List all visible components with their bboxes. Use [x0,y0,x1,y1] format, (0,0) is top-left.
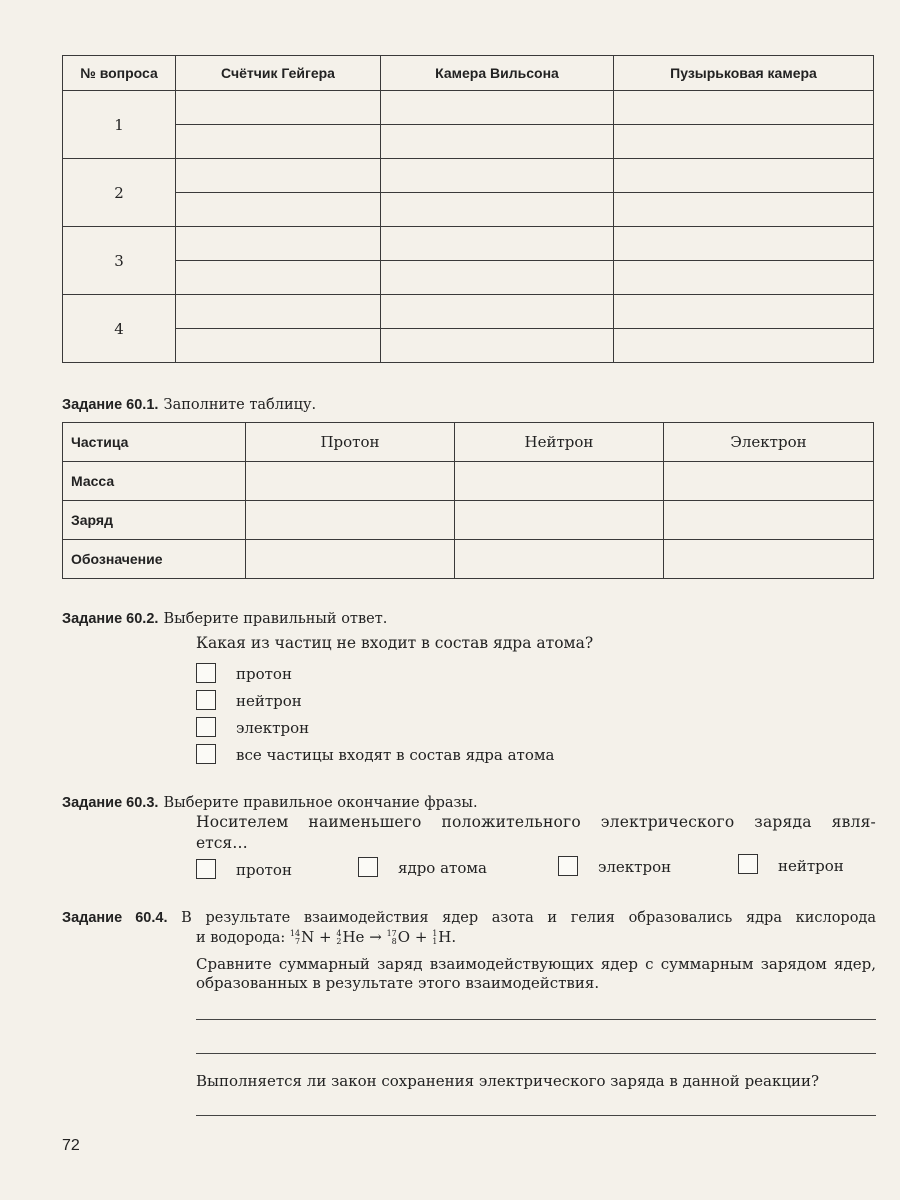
task-60-3-heading: Задание 60.3. Выберите правильное окончание фразы. [62,795,478,811]
header-wilson: Камера Вильсона [381,56,614,91]
option-label: все частицы входят в состав ядра атома [236,746,555,764]
answer-cell[interactable] [455,462,664,501]
answer-cell[interactable] [455,501,664,540]
header-question-number: № вопроса [63,56,176,91]
page-number: 72 [62,1137,80,1154]
answer-cell[interactable] [246,540,455,579]
row-label-symbol: Обозначение [63,540,246,579]
option-label: нейтрон [778,857,844,875]
answer-cell[interactable] [381,159,614,193]
answer-cell[interactable] [381,329,614,363]
answer-cell[interactable] [246,462,455,501]
answer-cell[interactable] [664,540,874,579]
task-60-3-statement-line2: ется… [196,834,248,852]
answer-cell[interactable] [381,295,614,329]
checkbox-neutron[interactable] [196,690,216,710]
task-60-3-statement-line1: Носителем наименьшего положительного электрического заряда явля- [196,813,876,831]
checkbox-neutron[interactable] [738,854,758,874]
option-label: нейтрон [236,692,302,710]
answer-cell[interactable] [176,261,381,295]
answer-cell[interactable] [614,295,874,329]
question-number: 2 [63,159,176,227]
checkbox-nucleus[interactable] [358,857,378,877]
option-label: протон [236,665,292,683]
row-label-charge: Заряд [63,501,246,540]
checkbox-all-particles[interactable] [196,744,216,764]
header-proton: Протон [246,423,455,462]
task-60-4-question2: Выполняется ли закон сохранения электрического заряда в данной реакции? [196,1072,820,1090]
answer-cell[interactable] [614,261,874,295]
question-number: 1 [63,91,176,159]
nuclear-reaction-equation: 14 7 N + 4 2 He → 17 8 O + 1 1 H. [289,928,457,946]
answer-cell[interactable] [176,329,381,363]
answer-cell[interactable] [176,91,381,125]
task-60-2-question: Какая из частиц не входит в состав ядра атома? [196,634,594,652]
answer-cell[interactable] [176,159,381,193]
checkbox-electron[interactable] [196,717,216,737]
answer-cell[interactable] [176,125,381,159]
answer-line[interactable] [196,1019,876,1020]
task-60-4-question1-line2: образованных в результате этого взаимодействия. [196,974,600,992]
answer-cell[interactable] [614,159,874,193]
answer-cell[interactable] [664,501,874,540]
answer-cell[interactable] [614,193,874,227]
answer-cell[interactable] [381,91,614,125]
header-electron: Электрон [664,423,874,462]
answer-cell[interactable] [381,193,614,227]
task-60-4-line1: Задание 60.4. В результате взаимодействия ядер азота и гелия образовались ядра кислорода [62,910,877,926]
checkbox-proton[interactable] [196,663,216,683]
answer-line[interactable] [196,1053,876,1054]
question-number: 4 [63,295,176,363]
answer-cell[interactable] [381,261,614,295]
header-geiger: Счётчик Гейгера [176,56,381,91]
answer-cell[interactable] [381,125,614,159]
particles-table [62,422,874,579]
answer-cell[interactable] [664,462,874,501]
answer-cell[interactable] [176,295,381,329]
task-60-2-heading: Задание 60.2. Выберите правильный ответ. [62,611,388,627]
task-60-4-line2: и водорода: 14 7 N + 4 2 He → 17 8 O + 1 1 H. [196,928,457,946]
option-label: электрон [236,719,310,737]
answer-cell[interactable] [176,193,381,227]
answer-cell[interactable] [614,227,874,261]
answer-cell[interactable] [381,227,614,261]
option-label: электрон [598,858,672,876]
row-label-mass: Масса [63,462,246,501]
option-label: ядро атома [398,859,487,877]
answer-cell[interactable] [455,540,664,579]
answer-cell[interactable] [614,91,874,125]
answer-cell[interactable] [614,329,874,363]
header-particle: Частица [63,423,246,462]
answer-line[interactable] [196,1115,876,1116]
answer-cell[interactable] [614,125,874,159]
checkbox-electron[interactable] [558,856,578,876]
header-bubble: Пузырьковая камера [614,56,874,91]
question-number: 3 [63,227,176,295]
detectors-table [62,55,874,363]
answer-cell[interactable] [246,501,455,540]
header-neutron: Нейтрон [455,423,664,462]
answer-cell[interactable] [176,227,381,261]
task-60-4-question1-line1: Сравните суммарный заряд взаимодействующих ядер с суммарным зарядом ядер, [196,955,876,973]
option-label: протон [236,861,292,879]
task-60-1-heading: Задание 60.1. Заполните таблицу. [62,397,317,413]
checkbox-proton[interactable] [196,859,216,879]
